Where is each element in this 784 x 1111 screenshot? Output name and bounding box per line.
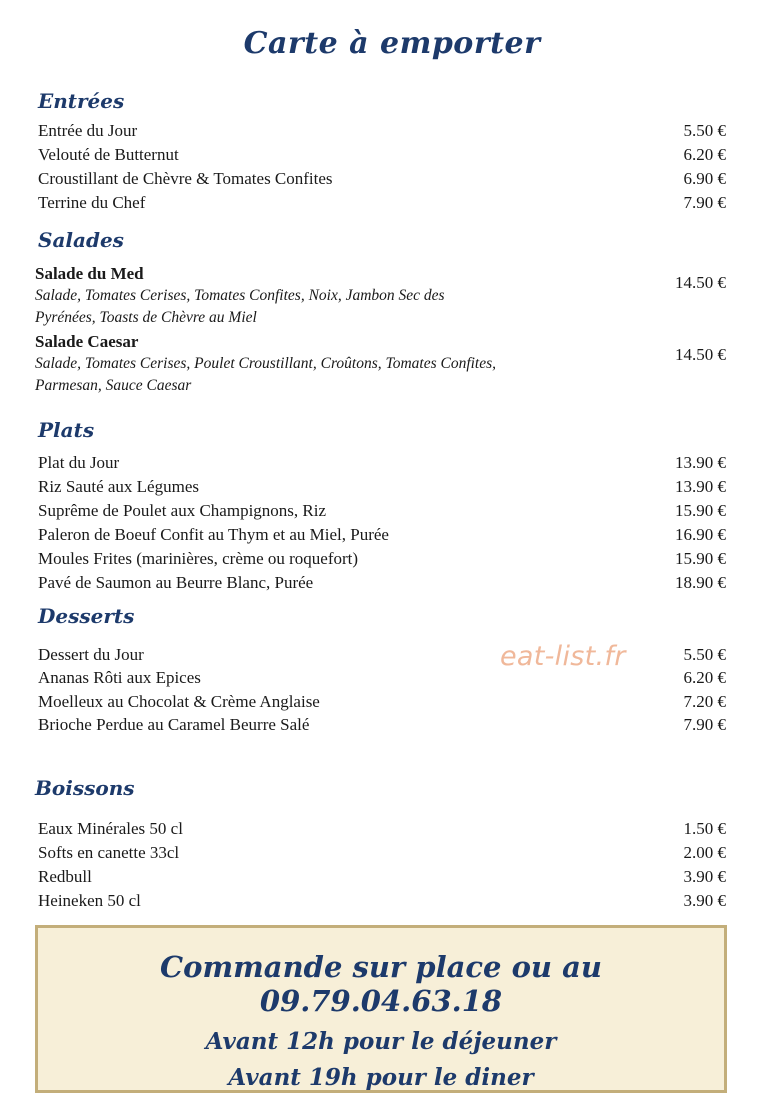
watermark: eat-list.fr [500,641,626,672]
item-price: 1.50 € [683,819,726,838]
menu-item [38,690,726,714]
menu-item [38,643,726,667]
item-name: Plat du Jour [38,453,120,472]
item-name: Suprême de Poulet aux Champignons, Riz [38,501,327,520]
item-price: 5.50 € [683,645,726,664]
section-title-entrees: Entrées [38,89,125,113]
item-name: Entrée du Jour [38,121,138,140]
item-price: 7.20 € [683,692,726,711]
item-price: 7.90 € [683,193,726,212]
item-name: Velouté de Butternut [38,145,179,164]
menu-item [38,547,726,571]
item-price: 15.90 € [675,501,726,520]
item-name: Heineken 50 cl [38,891,141,910]
item-price: 2.00 € [683,843,726,862]
item-price: 16.90 € [675,525,726,544]
menu-item [38,191,726,215]
menu-item [38,817,726,841]
item-price: 14.50 € [675,345,726,364]
dinner-deadline-line: Avant 19h pour le diner [228,1064,534,1091]
item-name: Croustillant de Chèvre & Tomates Confites [38,169,333,188]
item-name: Eaux Minérales 50 cl [38,819,183,838]
item-name: Dessert du Jour [38,645,144,664]
item-name: Ananas Rôti aux Epices [38,668,201,687]
item-name: Terrine du Chef [38,193,146,212]
menu-item [38,865,726,889]
menu-item [38,841,726,865]
section-title-desserts: Desserts [38,604,135,628]
item-name: Salade du Med [35,264,144,283]
menu-item [38,119,726,143]
item-price: 14.50 € [675,273,726,292]
salad-item [35,331,726,397]
item-price: 6.20 € [683,145,726,164]
item-price: 3.90 € [683,867,726,886]
item-price: 7.90 € [683,715,726,734]
salad-item [35,263,726,329]
item-name: Salade Caesar [35,332,139,351]
item-name: Redbull [38,867,92,886]
item-price: 6.90 € [683,169,726,188]
item-name: Moelleux au Chocolat & Crème Anglaise [38,692,320,711]
item-name: Softs en canette 33cl [38,843,180,862]
menu-item [38,571,726,595]
menu-item [38,499,726,523]
order-banner [35,925,727,1093]
menu-item [38,666,726,690]
page-title: Carte à emporter [243,26,541,61]
item-price: 6.20 € [683,668,726,687]
menu-item [38,167,726,191]
menu-item [38,713,726,737]
item-price: 18.90 € [675,573,726,592]
item-name: Pavé de Saumon au Beurre Blanc, Purée [38,573,314,592]
order-phone-line: Commande sur place ou au 09.79.04.63.18 [160,950,602,1018]
section-title-salades: Salades [38,228,124,252]
item-price: 5.50 € [683,121,726,140]
menu-item [38,143,726,167]
section-title-boissons: Boissons [35,776,135,800]
item-price: 15.90 € [675,549,726,568]
menu-item [38,523,726,547]
lunch-deadline-line: Avant 12h pour le déjeuner [205,1028,557,1055]
item-name: Riz Sauté aux Légumes [38,477,199,496]
item-name: Moules Frites (marinières, crème ou roquefort) [38,549,359,568]
item-name: Paleron de Boeuf Confit au Thym et au Miel, Purée [38,525,389,544]
item-description: Salade, Tomates Cerises, Poulet Croustillant, Croûtons, Tomates Confites, Parmesan, Sauce Caesar [35,355,497,394]
item-price: 3.90 € [683,891,726,910]
menu-item [38,889,726,913]
item-name: Brioche Perdue au Caramel Beurre Salé [38,715,310,734]
item-description: Salade, Tomates Cerises, Tomates Confites, Noix, Jambon Sec des Pyrénées, Toasts de Chèvre au Miel [35,287,445,326]
menu-item [38,475,726,499]
menu-item [38,451,726,475]
item-price: 13.90 € [675,453,726,472]
item-price: 13.90 € [675,477,726,496]
section-title-plats: Plats [38,418,95,442]
